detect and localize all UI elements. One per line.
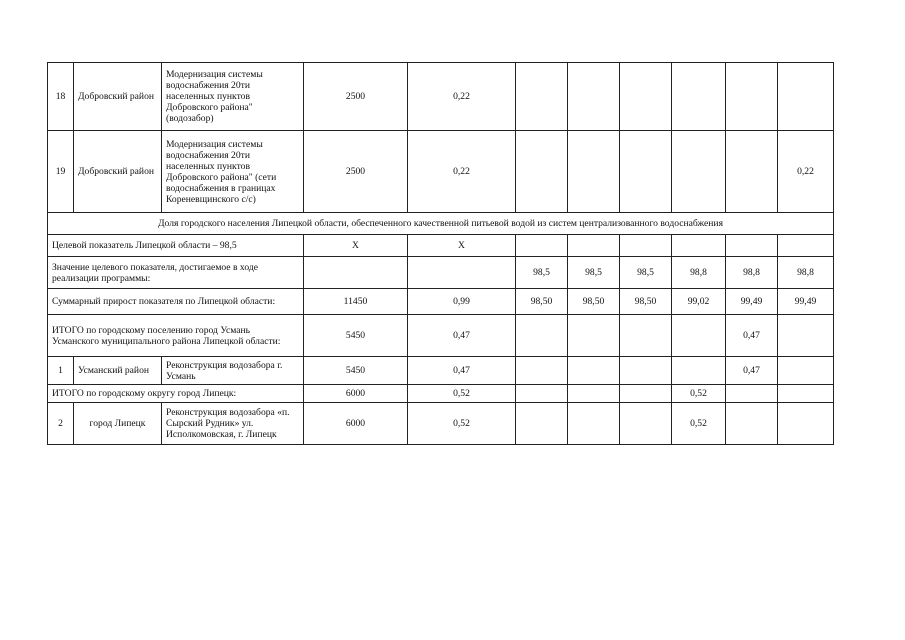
year-cell: [516, 131, 568, 213]
row-number: 18: [48, 63, 74, 131]
year-cell: 99,02: [672, 289, 726, 315]
year-cell: [726, 131, 778, 213]
value-cell: 0,47: [408, 357, 516, 385]
table-row: [48, 357, 834, 385]
value-cell: Х: [408, 235, 516, 257]
cost-cell: 6000: [304, 403, 408, 445]
year-cell: [620, 357, 672, 385]
district-cell: Добровский район: [74, 63, 162, 131]
year-cell: 98,5: [516, 257, 568, 289]
year-cell: 0,47: [726, 357, 778, 385]
target-label: Целевой показатель Липецкой области – 98,5: [48, 235, 304, 257]
table-row: [48, 403, 834, 445]
year-cell: [516, 63, 568, 131]
value-cell: 0,52: [408, 403, 516, 445]
cost-cell: 5450: [304, 315, 408, 357]
year-cell: 0,52: [672, 385, 726, 403]
table-row: [48, 131, 834, 213]
year-cell: [620, 235, 672, 257]
year-cell: 98,50: [516, 289, 568, 315]
year-cell: [620, 131, 672, 213]
project-cell: Реконструкция водозабора «п. Сырский Рудник» ул. Исполкомовская, г. Липецк: [162, 403, 304, 445]
district-cell: Усманский район: [74, 357, 162, 385]
year-cell: [778, 63, 834, 131]
year-cell: [620, 403, 672, 445]
year-cell: [726, 403, 778, 445]
value-cell: 0,22: [408, 131, 516, 213]
table-row: [48, 213, 834, 235]
achieved-label: Значение целевого показателя, достигаемое в ходе реализации программы:: [48, 257, 304, 289]
year-cell: [516, 357, 568, 385]
subtotal-label: ИТОГО по городскому поселению город Усмань Усманского муниципального района Липецкой области:: [48, 315, 304, 357]
year-cell: 98,5: [568, 257, 620, 289]
value-cell: 0,99: [408, 289, 516, 315]
year-cell: [672, 131, 726, 213]
year-cell: [620, 315, 672, 357]
project-cell: Модернизация системы водоснабжения 20ти населенных пунктов Добровского района" (водозабор): [162, 63, 304, 131]
table-row: [48, 63, 834, 131]
year-cell: 99,49: [778, 289, 834, 315]
district-cell: Добровский район: [74, 131, 162, 213]
year-cell: [568, 63, 620, 131]
year-cell: [672, 63, 726, 131]
year-cell: [778, 403, 834, 445]
year-cell: 0,47: [726, 315, 778, 357]
year-cell: 0,22: [778, 131, 834, 213]
year-cell: 98,50: [620, 289, 672, 315]
year-cell: [778, 315, 834, 357]
year-cell: [726, 235, 778, 257]
year-cell: [620, 63, 672, 131]
project-cell: Реконструкция водозабора г. Усмань: [162, 357, 304, 385]
year-cell: 99,49: [726, 289, 778, 315]
section-header: Доля городского населения Липецкой области, обеспеченного качественной питьевой водой из систем централизованного водоснабжения: [48, 213, 834, 235]
year-cell: [568, 235, 620, 257]
row-number: 19: [48, 131, 74, 213]
year-cell: [778, 357, 834, 385]
year-cell: 98,8: [672, 257, 726, 289]
cost-cell: 5450: [304, 357, 408, 385]
year-cell: [726, 63, 778, 131]
cost-cell: 2500: [304, 63, 408, 131]
table-row: [48, 235, 834, 257]
cost-cell: [304, 257, 408, 289]
table-row: [48, 257, 834, 289]
year-cell: [672, 235, 726, 257]
table-row: [48, 385, 834, 403]
cost-cell: 6000: [304, 385, 408, 403]
cost-cell: 2500: [304, 131, 408, 213]
subtotal-label: ИТОГО по городскому округу город Липецк:: [48, 385, 304, 403]
year-cell: [778, 385, 834, 403]
value-cell: [408, 257, 516, 289]
year-cell: [516, 403, 568, 445]
year-cell: [516, 235, 568, 257]
year-cell: [568, 385, 620, 403]
value-cell: 0,22: [408, 63, 516, 131]
year-cell: [568, 357, 620, 385]
year-cell: 98,5: [620, 257, 672, 289]
year-cell: [620, 385, 672, 403]
value-cell: 0,47: [408, 315, 516, 357]
row-number: 2: [48, 403, 74, 445]
program-table: [47, 62, 834, 445]
year-cell: [672, 315, 726, 357]
row-number: 1: [48, 357, 74, 385]
year-cell: [516, 315, 568, 357]
year-cell: 0,52: [672, 403, 726, 445]
value-cell: 0,52: [408, 385, 516, 403]
year-cell: [516, 385, 568, 403]
year-cell: 98,8: [726, 257, 778, 289]
district-cell: город Липецк: [74, 403, 162, 445]
cost-cell: Х: [304, 235, 408, 257]
year-cell: [778, 235, 834, 257]
cost-cell: 11450: [304, 289, 408, 315]
year-cell: [568, 403, 620, 445]
table-row: [48, 315, 834, 357]
year-cell: [568, 315, 620, 357]
year-cell: [568, 131, 620, 213]
year-cell: [672, 357, 726, 385]
year-cell: 98,8: [778, 257, 834, 289]
year-cell: 98,50: [568, 289, 620, 315]
table-row: [48, 289, 834, 315]
year-cell: [726, 385, 778, 403]
total-increase-label: Суммарный прирост показателя по Липецкой области:: [48, 289, 304, 315]
project-cell: Модернизация системы водоснабжения 20ти населенных пунктов Добровского района" (сети водоснабжения в границах Кореневщинского с/с): [162, 131, 304, 213]
